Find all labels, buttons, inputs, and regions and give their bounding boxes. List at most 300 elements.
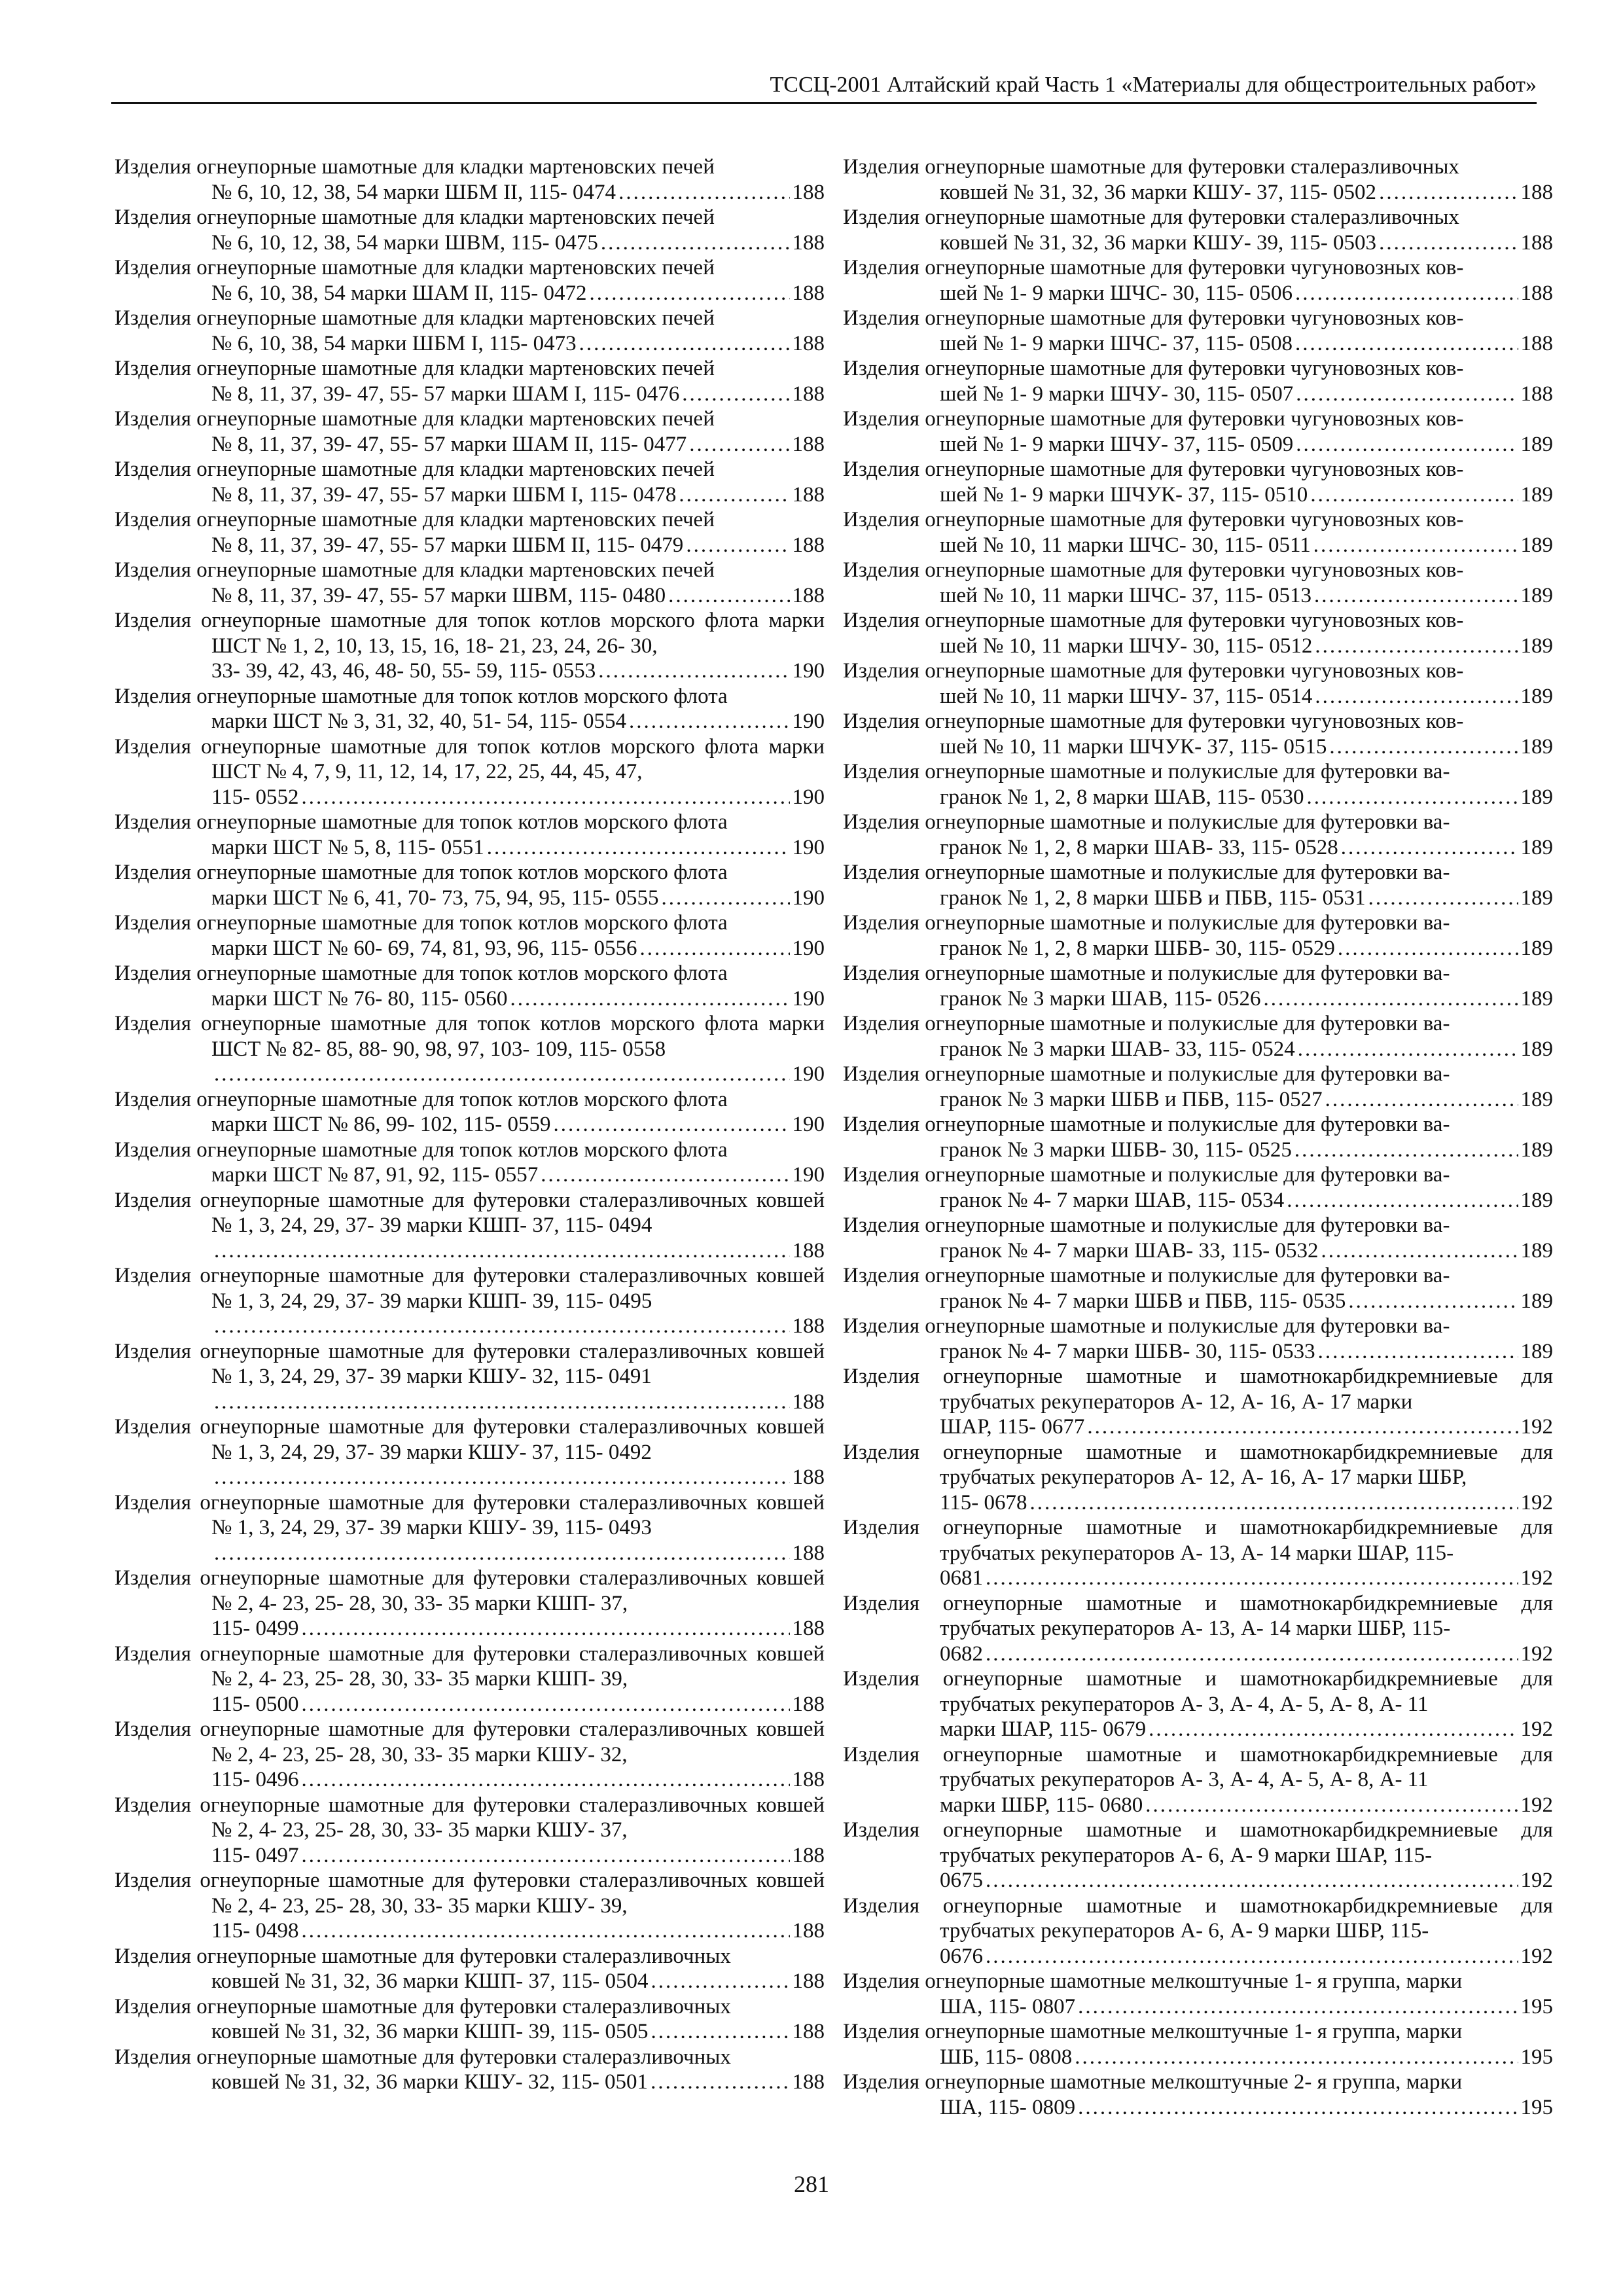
index-entry-continuation: шей № 1- 9 марки ШЧУ- 30, 115- 0507: [940, 382, 1294, 406]
index-entry-text: Изделия огнеупорные шамотные для кладки мартеновских печей: [115, 558, 715, 582]
index-entry: [843, 2070, 1553, 2120]
index-entry-continuation: гранок № 3 марки ШБВ и ПБВ, 115- 0527: [940, 1087, 1323, 1111]
index-entry-continuation: 115- 0498: [211, 1919, 299, 1943]
index-entry: [843, 1591, 1553, 1667]
index-entry: [115, 205, 825, 255]
index-entry: [843, 1666, 1553, 1742]
index-entry-page: 189: [1520, 1289, 1553, 1313]
index-entry: [115, 961, 825, 1011]
index-entry-continuation: № 8, 11, 37, 39- 47, 55- 57 марки ШБМ II, 115- 0479: [211, 533, 684, 557]
index-entry: [843, 205, 1553, 255]
index-entry: [115, 1087, 825, 1138]
index-entry-continuation: шей № 10, 11 марки ШЧУ- 30, 115- 0512: [940, 634, 1313, 658]
index-entry-continuation: гранок № 4- 7 марки ШБВ- 30, 115- 0533: [940, 1339, 1315, 1363]
index-entry-page: 188: [792, 482, 825, 507]
dot-leader: [651, 2019, 790, 2045]
index-entry: [115, 608, 825, 684]
index-entry: [115, 1188, 825, 1264]
index-entry: [843, 406, 1553, 457]
index-entry-tail: [211, 533, 825, 558]
index-entry-tail: [211, 2070, 825, 2095]
index-entry-tail: [211, 432, 825, 457]
index-entry-tail: [940, 1717, 1553, 1742]
dot-leader: [601, 230, 790, 256]
index-entry-page: 190: [792, 1062, 825, 1086]
index-entry-continuation: № 8, 11, 37, 39- 47, 55- 57 марки ШАМ II, 115- 0477: [211, 432, 687, 456]
dot-leader: [302, 1843, 790, 1869]
index-entry-continuation: гранок № 1, 2, 8 марки ШБВ и ПБВ, 115- 0531: [940, 886, 1366, 910]
dot-leader: [598, 658, 789, 684]
index-entry-text: Изделия огнеупорные шамотные и шамотнокарбидкремниевые для трубчатых рекуператоров А- 12, А- 16, А- 17 марки ШБР,: [843, 1440, 1553, 1489]
dot-leader: [1030, 1490, 1518, 1516]
index-entry-page: 188: [1520, 331, 1553, 355]
index-column-right: [843, 154, 1553, 2120]
index-entry-text: Изделия огнеупорные шамотные для футеровки чугуновозных ков-: [843, 256, 1464, 279]
index-entry-page: 188: [792, 331, 825, 355]
index-entry-page: 189: [1520, 1188, 1553, 1212]
index-entry-tail: [211, 658, 825, 684]
dot-leader: [541, 1162, 789, 1188]
index-entry-tail: [940, 533, 1553, 558]
index-entry-page: 188: [792, 1768, 825, 1791]
index-entry: [843, 1515, 1553, 1591]
index-entry-continuation: шей № 1- 9 марки ШЧС- 37, 115- 0508: [940, 331, 1293, 355]
index-entry: [115, 1011, 825, 1087]
index-entry: [843, 1818, 1553, 1893]
index-entry-text: Изделия огнеупорные шамотные для топок котлов морского флота марки ШСТ № 4, 7, 9, 11, 12, 14, 17, 22, 25, 44, 45, 47,: [115, 734, 825, 783]
index-entry: [843, 1112, 1553, 1162]
index-entry-continuation: ШБ, 115- 0808: [940, 2045, 1073, 2069]
index-entry-tail: [940, 432, 1553, 457]
index-entry-page: 188: [792, 281, 825, 305]
index-entry-tail: [211, 1692, 825, 1717]
dot-leader: [986, 1868, 1518, 1893]
index-entry-text: Изделия огнеупорные шамотные для футеровки чугуновозных ков-: [843, 508, 1464, 531]
index-entry-page: 188: [792, 432, 825, 456]
index-entry-tail: [940, 1238, 1553, 1264]
index-entry-text: Изделия огнеупорные шамотные для футеровки сталеразливочных: [115, 2045, 731, 2069]
index-entry-text: Изделия огнеупорные шамотные для футеровки чугуновозных ков-: [843, 457, 1464, 481]
index-entry-continuation: гранок № 4- 7 марки ШАВ- 33, 115- 0532: [940, 1238, 1319, 1263]
dot-leader: [214, 1314, 790, 1339]
index-entry-continuation: ША, 115- 0809: [940, 2095, 1076, 2119]
index-entry-page: 188: [792, 1969, 825, 1993]
index-entry: [115, 1868, 825, 1944]
index-entry-text: Изделия огнеупорные шамотные для кладки мартеновских печей: [115, 155, 715, 179]
index-entry-page: 195: [1520, 1994, 1553, 2018]
index-entry-continuation: марки ШСТ № 5, 8, 115- 0551: [211, 835, 484, 859]
index-entry: [115, 457, 825, 507]
index-entry-page: 189: [1520, 1037, 1553, 1061]
index-entry: [115, 1263, 825, 1339]
index-entry-text: Изделия огнеупорные шамотные и шамотнокарбидкремниевые для трубчатых рекуператоров А- 3, А- 4, А- 5, А- 8, А- 11: [843, 1667, 1553, 1716]
index-entry-text: Изделия огнеупорные шамотные для топок котлов морского флота: [115, 1138, 728, 1162]
index-entry: [843, 961, 1553, 1011]
page-number: 281: [794, 2171, 829, 2197]
dot-leader: [682, 382, 789, 407]
index-entry-text: Изделия огнеупорные шамотные для топок котлов морского флота марки ШСТ № 1, 2, 10, 13, 15, 16, 18- 21, 23, 24, 26- 30,: [115, 609, 825, 658]
dot-leader: [1314, 583, 1518, 609]
index-entry-tail: [211, 1541, 825, 1566]
index-entry-tail: [211, 1314, 825, 1339]
index-entry: [843, 1742, 1553, 1818]
index-entry-text: Изделия огнеупорные шамотные и полукислые для футеровки ва-: [843, 1314, 1450, 1338]
index-entry: [115, 1793, 825, 1869]
index-entry-tail: [940, 1289, 1553, 1314]
index-entry: [843, 860, 1553, 910]
index-entry-text: Изделия огнеупорные шамотные и шамотнокарбидкремниевые для трубчатых рекуператоров А- 3, А- 4, А- 5, А- 8, А- 11: [843, 1742, 1553, 1791]
index-entry-page: 190: [792, 709, 825, 733]
index-entry: [115, 1339, 825, 1415]
index-entry-tail: [940, 1944, 1553, 1969]
index-column-left: [115, 154, 825, 2095]
index-entry-tail: [211, 1767, 825, 1793]
index-entry-tail: [940, 886, 1553, 911]
index-entry: [115, 406, 825, 457]
index-entry-page: 192: [1520, 1415, 1553, 1439]
index-entry-continuation: гранок № 1, 2, 8 марки ШБВ- 30, 115- 0529: [940, 936, 1335, 960]
index-entry-text: Изделия огнеупорные шамотные для кладки мартеновских печей: [115, 206, 715, 229]
index-entry: [115, 306, 825, 356]
index-entry-text: Изделия огнеупорные шамотные и полукислые для футеровки ва-: [843, 760, 1450, 783]
index-entry-text: Изделия огнеупорные шамотные для топок котлов морского флота марки ШСТ № 82- 85, 88- 90, 98, 97, 103- 109, 115- 0558: [115, 1012, 825, 1061]
index-entry: [843, 910, 1553, 961]
index-entry-text: Изделия огнеупорные шамотные для кладки мартеновских печей: [115, 357, 715, 380]
dot-leader: [214, 1238, 790, 1264]
index-entry: [843, 306, 1553, 356]
index-entry-page: 188: [792, 382, 825, 406]
running-header: ТССЦ-2001 Алтайский край Часть 1 «Материалы для общестроительных работ»: [111, 71, 1537, 104]
index-entry-tail: [211, 1238, 825, 1264]
index-entry-page: 189: [1520, 482, 1553, 507]
index-entry-page: 189: [1520, 734, 1553, 759]
index-entry-page: 188: [792, 2020, 825, 2043]
index-entry-text: Изделия огнеупорные шамотные для футеровки чугуновозных ков-: [843, 609, 1464, 632]
dot-leader: [589, 281, 789, 306]
index-entry: [115, 1138, 825, 1188]
index-entry-text: Изделия огнеупорные шамотные и полукислые для футеровки ва-: [843, 1062, 1450, 1086]
index-entry-page: 188: [792, 1617, 825, 1640]
dot-leader: [679, 482, 789, 508]
index-entry: [843, 1969, 1553, 2019]
index-entry-text: Изделия огнеупорные шамотные для футеровки сталеразливочных ковшей № 1, 3, 24, 29, 37- 39 марки КШП- 39, 115- 0495: [115, 1264, 825, 1313]
index-entry-page: 188: [1520, 180, 1553, 204]
index-entry-page: 189: [1520, 684, 1553, 708]
index-entry: [843, 255, 1553, 306]
index-entry-continuation: марки ШСТ № 87, 91, 92, 115- 0557: [211, 1163, 539, 1187]
dot-leader: [214, 1390, 790, 1415]
index-entry-text: Изделия огнеупорные шамотные и шамотнокарбидкремниевые для трубчатых рекуператоров А- 13, А- 14 марки ШАР, 115-: [843, 1516, 1553, 1565]
dot-leader: [1368, 886, 1518, 911]
index-entry-tail: [211, 382, 825, 407]
index-entry-page: 189: [1520, 886, 1553, 910]
index-entry-text: Изделия огнеупорные шамотные для топок котлов морского флота: [115, 961, 728, 985]
index-entry-tail: [940, 1414, 1553, 1440]
index-entry-continuation: 115- 0500: [211, 1692, 299, 1716]
index-entry-continuation: № 6, 10, 38, 54 марки ШАМ II, 115- 0472: [211, 281, 587, 305]
index-entry-text: Изделия огнеупорные шамотные и полукислые для футеровки ва-: [843, 911, 1450, 935]
index-entry: [843, 1364, 1553, 1440]
dot-leader: [214, 1541, 790, 1566]
index-entry-tail: [940, 986, 1553, 1012]
index-entry-page: 188: [1520, 230, 1553, 255]
dot-leader: [1379, 180, 1518, 206]
index-entry: [115, 1414, 825, 1490]
index-entry-text: Изделия огнеупорные шамотные и шамотнокарбидкремниевые для трубчатых рекуператоров А- 6, А- 9 марки ШБР, 115-: [843, 1893, 1553, 1943]
index-entry-continuation: ковшей № 31, 32, 36 марки КШУ- 39, 115- 0503: [940, 230, 1377, 255]
index-entry-tail: [940, 382, 1553, 407]
index-entry-page: 188: [792, 1541, 825, 1565]
dot-leader: [302, 1692, 790, 1717]
dot-leader: [986, 1944, 1518, 1969]
index-entry: [115, 255, 825, 306]
index-entry-text: Изделия огнеупорные шамотные для топок котлов морского флота: [115, 861, 728, 884]
index-entry: [843, 1062, 1553, 1112]
index-entry-text: Изделия огнеупорные шамотные для футеровки сталеразливочных ковшей № 1, 3, 24, 29, 37- 39 марки КШП- 37, 115- 0494: [115, 1188, 825, 1237]
index-entry: [843, 1314, 1553, 1364]
index-entry-continuation: ковшей № 31, 32, 36 марки КШУ- 37, 115- 0502: [940, 180, 1377, 204]
dot-leader: [1315, 684, 1518, 709]
index-entry-tail: [940, 1087, 1553, 1113]
index-entry-text: Изделия огнеупорные шамотные для футеровки сталеразливочных: [843, 206, 1459, 229]
index-entry-page: 190: [792, 1113, 825, 1136]
index-entry-tail: [940, 1339, 1553, 1365]
index-entry-continuation: 115- 0496: [211, 1768, 299, 1791]
index-entry: [115, 1566, 825, 1641]
index-entry-tail: [211, 281, 825, 306]
index-entry-continuation: марки ШСТ № 3, 31, 32, 40, 51- 54, 115- 0554: [211, 709, 626, 733]
index-entry-text: Изделия огнеупорные шамотные для футеровки сталеразливочных ковшей № 1, 3, 24, 29, 37- 39 марки КШУ- 37, 115- 0492: [115, 1415, 825, 1464]
index-entry-continuation: 115- 0678: [940, 1490, 1027, 1515]
index-entry-continuation: гранок № 3 марки ШАВ, 115- 0526: [940, 986, 1261, 1011]
index-entry-text: Изделия огнеупорные шамотные для футеровки чугуновозных ков-: [843, 357, 1464, 380]
index-entry-continuation: 0682: [940, 1641, 983, 1666]
index-entry-tail: [940, 785, 1553, 810]
index-entry: [843, 558, 1553, 608]
index-entry-page: 189: [1520, 1138, 1553, 1162]
index-entry-continuation: гранок № 3 марки ШБВ- 30, 115- 0525: [940, 1138, 1292, 1162]
index-entry-page: 189: [1520, 936, 1553, 960]
index-entry: [115, 1717, 825, 1793]
index-entry-tail: [211, 1390, 825, 1415]
index-entry-continuation: шей № 10, 11 марки ШЧУК- 37, 115- 0515: [940, 734, 1327, 759]
index-entry-continuation: № 6, 10, 38, 54 марки ШБМ I, 115- 0473: [211, 331, 577, 355]
index-entry-page: 188: [792, 583, 825, 607]
dot-leader: [1325, 1087, 1518, 1113]
index-entry-continuation: гранок № 1, 2, 8 марки ШАВ, 115- 0530: [940, 785, 1304, 809]
index-entry-tail: [211, 886, 825, 911]
index-entry-continuation: марки ШСТ № 60- 69, 74, 81, 93, 96, 115- 0556: [211, 936, 637, 960]
index-entry-continuation: ША, 115- 0807: [940, 1994, 1076, 2018]
index-entry-tail: [211, 785, 825, 810]
index-entry-text: Изделия огнеупорные шамотные для топок котлов морского флота: [115, 810, 728, 834]
index-entry-text: Изделия огнеупорные шамотные для футеровки чугуновозных ков-: [843, 709, 1464, 733]
index-entry: [843, 1893, 1553, 1969]
index-entry-continuation: гранок № 4- 7 марки ШБВ и ПБВ, 115- 0535: [940, 1289, 1346, 1313]
index-entry-page: 189: [1520, 533, 1553, 557]
index-entry-page: 189: [1520, 1087, 1553, 1111]
index-entry-text: Изделия огнеупорные шамотные для кладки мартеновских печей: [115, 256, 715, 279]
index-entry-page: 188: [792, 1390, 825, 1414]
index-entry-page: 188: [792, 1465, 825, 1489]
index-entry-text: Изделия огнеупорные шамотные для топок котлов морского флота: [115, 911, 728, 935]
index-entry-continuation: 115- 0497: [211, 1843, 299, 1867]
index-entry-page: 190: [792, 936, 825, 960]
dot-leader: [618, 180, 789, 206]
index-entry-tail: [940, 1037, 1553, 1062]
index-entry-page: 190: [792, 1163, 825, 1187]
index-entry-continuation: марки ШСТ № 86, 99- 102, 115- 0559: [211, 1113, 551, 1136]
index-entry-tail: [940, 2095, 1553, 2121]
index-entry-text: Изделия огнеупорные шамотные и полукислые для футеровки ва-: [843, 810, 1450, 834]
dot-leader: [1315, 634, 1518, 659]
index-entry-page: 189: [1520, 835, 1553, 859]
index-entry-tail: [940, 281, 1553, 306]
dot-leader: [1296, 382, 1518, 407]
dot-leader: [668, 583, 789, 609]
dot-leader: [1313, 533, 1518, 558]
index-entry: [843, 1213, 1553, 1263]
index-entry: [843, 1162, 1553, 1213]
index-entry-continuation: гранок № 1, 2, 8 марки ШАВ- 33, 115- 0528: [940, 835, 1338, 859]
index-entry-page: 195: [1520, 2095, 1553, 2119]
dot-leader: [1075, 2045, 1518, 2070]
dot-leader: [1298, 1037, 1518, 1062]
index-entry-continuation: шей № 10, 11 марки ШЧУ- 37, 115- 0514: [940, 684, 1313, 708]
index-entry-text: Изделия огнеупорные шамотные для футеровки сталеразливочных ковшей № 2, 4- 23, 25- 28, 30, 33- 35 марки КШП- 37,: [115, 1566, 825, 1615]
dot-leader: [1264, 986, 1518, 1012]
index-entry-tail: [211, 230, 825, 256]
index-entry: [843, 608, 1553, 658]
index-entry: [843, 759, 1553, 810]
index-entry: [843, 2019, 1553, 2070]
index-entry-tail: [940, 1188, 1553, 1213]
index-entry-tail: [940, 180, 1553, 206]
index-entry-tail: [940, 2045, 1553, 2070]
index-entry-text: Изделия огнеупорные шамотные для футеровки сталеразливочных: [115, 1994, 731, 2018]
index-entry-continuation: № 6, 10, 12, 38, 54 марки ШБМ II, 115- 0474: [211, 180, 616, 204]
index-entry-page: 188: [792, 1843, 825, 1867]
index-entry-text: Изделия огнеупорные шамотные мелкоштучные 1- я группа, марки: [843, 2020, 1463, 2043]
index-entry: [115, 684, 825, 734]
dot-leader: [1310, 482, 1518, 508]
index-entry: [115, 1944, 825, 1994]
index-entry: [843, 709, 1553, 759]
index-entry-text: Изделия огнеупорные шамотные для кладки мартеновских печей: [115, 457, 715, 481]
index-entry-tail: [211, 1062, 825, 1087]
index-entry-text: Изделия огнеупорные шамотные мелкоштучные 1- я группа, марки: [843, 1969, 1463, 1993]
dot-leader: [1149, 1717, 1518, 1742]
dot-leader: [1078, 1994, 1518, 2020]
index-entry: [115, 507, 825, 558]
index-entry-tail: [211, 1616, 825, 1641]
dot-leader: [1307, 785, 1518, 810]
index-entry-text: Изделия огнеупорные шамотные для футеровки сталеразливочных ковшей № 2, 4- 23, 25- 28, 30, 33- 35 марки КШУ- 37,: [115, 1793, 825, 1842]
index-entry-continuation: шей № 1- 9 марки ШЧУ- 37, 115- 0509: [940, 432, 1294, 456]
dot-leader: [1145, 1793, 1518, 1818]
index-entry-continuation: ковшей № 31, 32, 36 марки КШУ- 32, 115- 0501: [211, 2070, 649, 2094]
index-entry: [115, 1994, 825, 2045]
dot-leader: [651, 2070, 789, 2095]
index-entry: [115, 860, 825, 910]
index-entry-page: 189: [1520, 785, 1553, 809]
index-entry-tail: [211, 583, 825, 609]
dot-leader: [487, 835, 790, 861]
index-entry-text: Изделия огнеупорные шамотные и полукислые для футеровки ва-: [843, 1012, 1450, 1035]
index-entry: [843, 1440, 1553, 1516]
index-entry-tail: [940, 1138, 1553, 1163]
index-entry-page: 190: [792, 886, 825, 910]
index-entry-tail: [940, 634, 1553, 659]
dot-leader: [689, 432, 789, 457]
index-entry: [115, 910, 825, 961]
index-entry-text: Изделия огнеупорные шамотные и полукислые для футеровки ва-: [843, 1113, 1450, 1136]
index-entry-continuation: гранок № 3 марки ШАВ- 33, 115- 0524: [940, 1037, 1295, 1061]
index-entry-tail: [211, 180, 825, 206]
index-entry: [843, 1263, 1553, 1314]
index-entry: [115, 154, 825, 205]
dot-leader: [553, 1112, 789, 1138]
index-entry-page: 192: [1520, 1717, 1553, 1741]
index-entry-page: 195: [1520, 2045, 1553, 2069]
index-entry-continuation: № 8, 11, 37, 39- 47, 55- 57 марки ШАМ I, 115- 0476: [211, 382, 680, 406]
dot-leader: [1329, 734, 1518, 760]
index-entry-text: Изделия огнеупорные шамотные и полукислые для футеровки ва-: [843, 1213, 1450, 1237]
dot-leader: [1321, 1238, 1518, 1264]
index-entry-text: Изделия огнеупорные шамотные для футеровки сталеразливочных ковшей № 1, 3, 24, 29, 37- 39 марки КШУ- 39, 115- 0493: [115, 1490, 825, 1539]
index-entry: [115, 356, 825, 406]
index-entry-text: Изделия огнеупорные шамотные и шамотнокарбидкремниевые для трубчатых рекуператоров А- 13, А- 14 марки ШБР, 115-: [843, 1591, 1553, 1640]
index-entry-tail: [211, 709, 825, 734]
index-entry-text: Изделия огнеупорные шамотные и полукислые для футеровки ва-: [843, 1163, 1450, 1187]
index-entry-page: 188: [792, 230, 825, 255]
index-entry-tail: [940, 835, 1553, 861]
index-entry-tail: [940, 1566, 1553, 1591]
dot-leader: [1341, 835, 1518, 861]
index-entry-continuation: 33- 39, 42, 43, 46, 48- 50, 55- 59, 115- 0553: [211, 659, 596, 683]
index-entry: [115, 734, 825, 810]
index-entry-text: Изделия огнеупорные шамотные для кладки мартеновских печей: [115, 508, 715, 531]
index-entry-page: 189: [1520, 432, 1553, 456]
dot-leader: [302, 1616, 790, 1641]
index-entry-tail: [211, 1465, 825, 1490]
index-entry: [843, 1011, 1553, 1062]
index-entry-page: 188: [1520, 382, 1553, 406]
index-entry-tail: [940, 684, 1553, 709]
index-entry-tail: [211, 1112, 825, 1138]
index-entry: [843, 356, 1553, 406]
dot-leader: [629, 709, 790, 734]
index-entry-page: 189: [1520, 1339, 1553, 1363]
index-entry-text: Изделия огнеупорные шамотные для футеровки чугуновозных ков-: [843, 306, 1464, 330]
index-entry-text: Изделия огнеупорные шамотные для топок котлов морского флота: [115, 684, 728, 708]
index-entry-continuation: 115- 0499: [211, 1617, 299, 1640]
index-entry-tail: [940, 1793, 1553, 1818]
index-entry-text: Изделия огнеупорные шамотные и полукислые для футеровки ва-: [843, 861, 1450, 884]
index-entry-continuation: марки ШБР, 115- 0680: [940, 1793, 1143, 1817]
index-entry-continuation: ковшей № 31, 32, 36 марки КШП- 39, 115- 0505: [211, 2020, 649, 2043]
index-entry-page: 189: [1520, 1238, 1553, 1263]
index-entry-continuation: шей № 1- 9 марки ШЧС- 30, 115- 0506: [940, 281, 1293, 305]
index-entry: [115, 2045, 825, 2095]
dot-leader: [651, 1969, 790, 1994]
index-entry-text: Изделия огнеупорные шамотные и шамотнокарбидкремниевые для трубчатых рекуператоров А- 12, А- 16, А- 17 марки: [843, 1365, 1553, 1414]
index-entry-tail: [940, 482, 1553, 508]
index-entry-tail: [211, 482, 825, 508]
dot-leader: [510, 986, 789, 1012]
dot-leader: [639, 936, 789, 961]
dot-leader: [302, 1767, 790, 1793]
